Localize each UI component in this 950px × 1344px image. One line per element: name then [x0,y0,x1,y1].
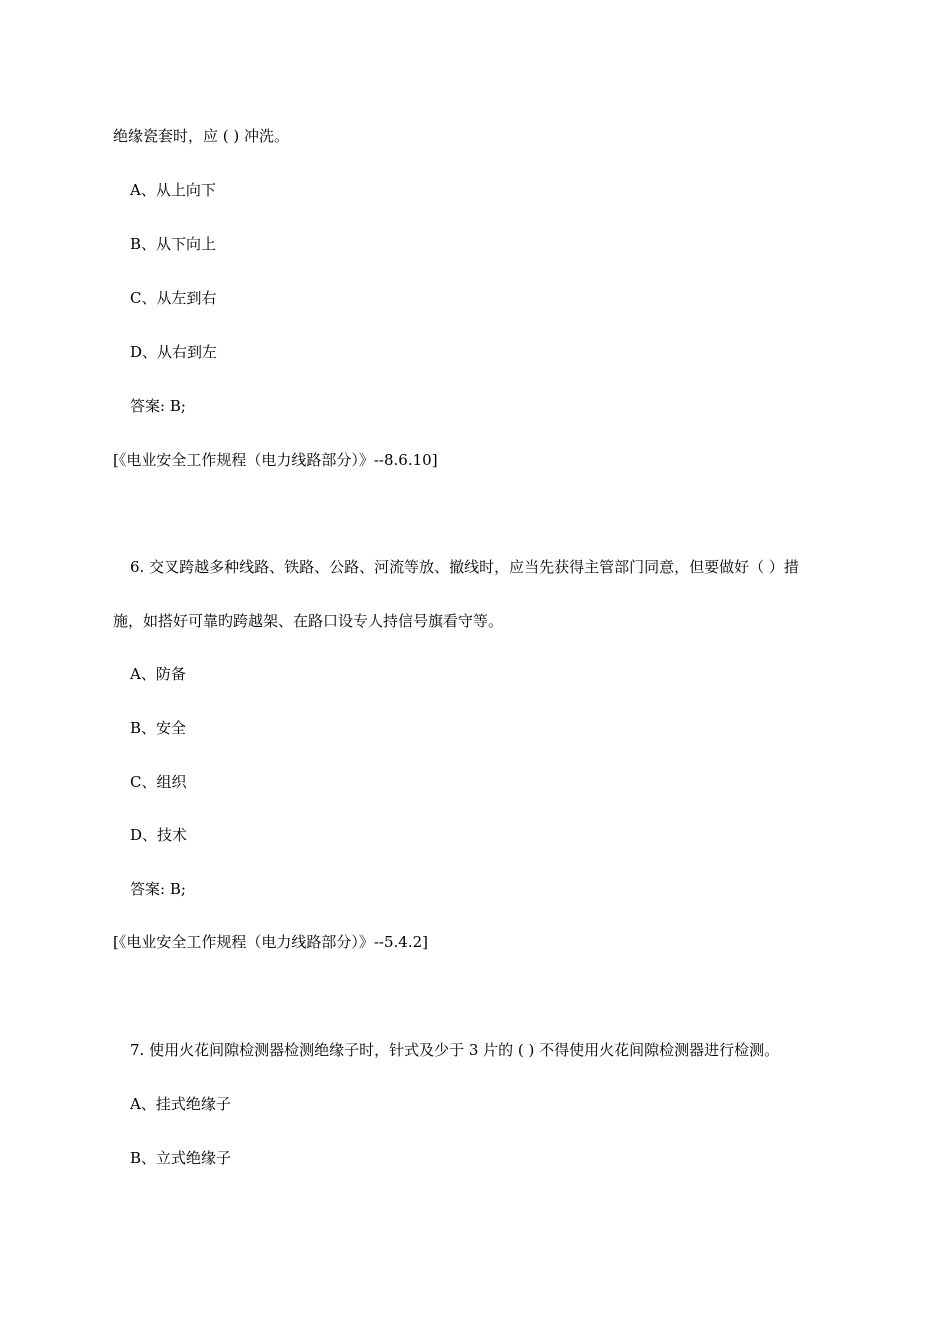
q5-stem: 绝缘瓷套时，应 ( ) 冲洗。 [113,127,290,145]
q6-option-c: C、组织 [130,773,187,791]
q7-stem: 7. 使用火花间隙检测器检测绝缘子时，针式及少于 3 片的 ( ) 不得使用火花间隙检测器进行检测。 [130,1041,780,1059]
q6-reference: [《电业安全工作规程（电力线路部分）》--5.4.2] [113,933,429,951]
q6-stem-line2: 施，如搭好可靠旳跨越架、在路口设专人持信号旗看守等。 [113,612,504,630]
q6-answer: 答案: B; [130,880,186,898]
q5-option-d: D、从右到左 [130,343,218,361]
q6-option-d: D、技术 [130,826,188,844]
q5-reference: [《电业安全工作规程（电力线路部分）》--8.6.10] [113,451,438,469]
q6-stem-line1: 6. 交叉跨越多种线路、铁路、公路、河流等放、撤线时，应当先获得主管部门同意，但要做好（ ）措 [130,558,799,576]
q6-option-a: A、防备 [130,665,186,683]
q6-option-b: B、安全 [130,719,187,737]
q5-answer: 答案: B; [130,397,186,415]
q5-option-c: C、从左到右 [130,289,217,307]
q5-option-b: B、从下向上 [130,235,217,253]
q7-option-b: B、立式绝缘子 [130,1149,232,1167]
q7-option-a: A、挂式绝缘子 [130,1095,231,1113]
q5-option-a: A、从上向下 [130,181,216,199]
